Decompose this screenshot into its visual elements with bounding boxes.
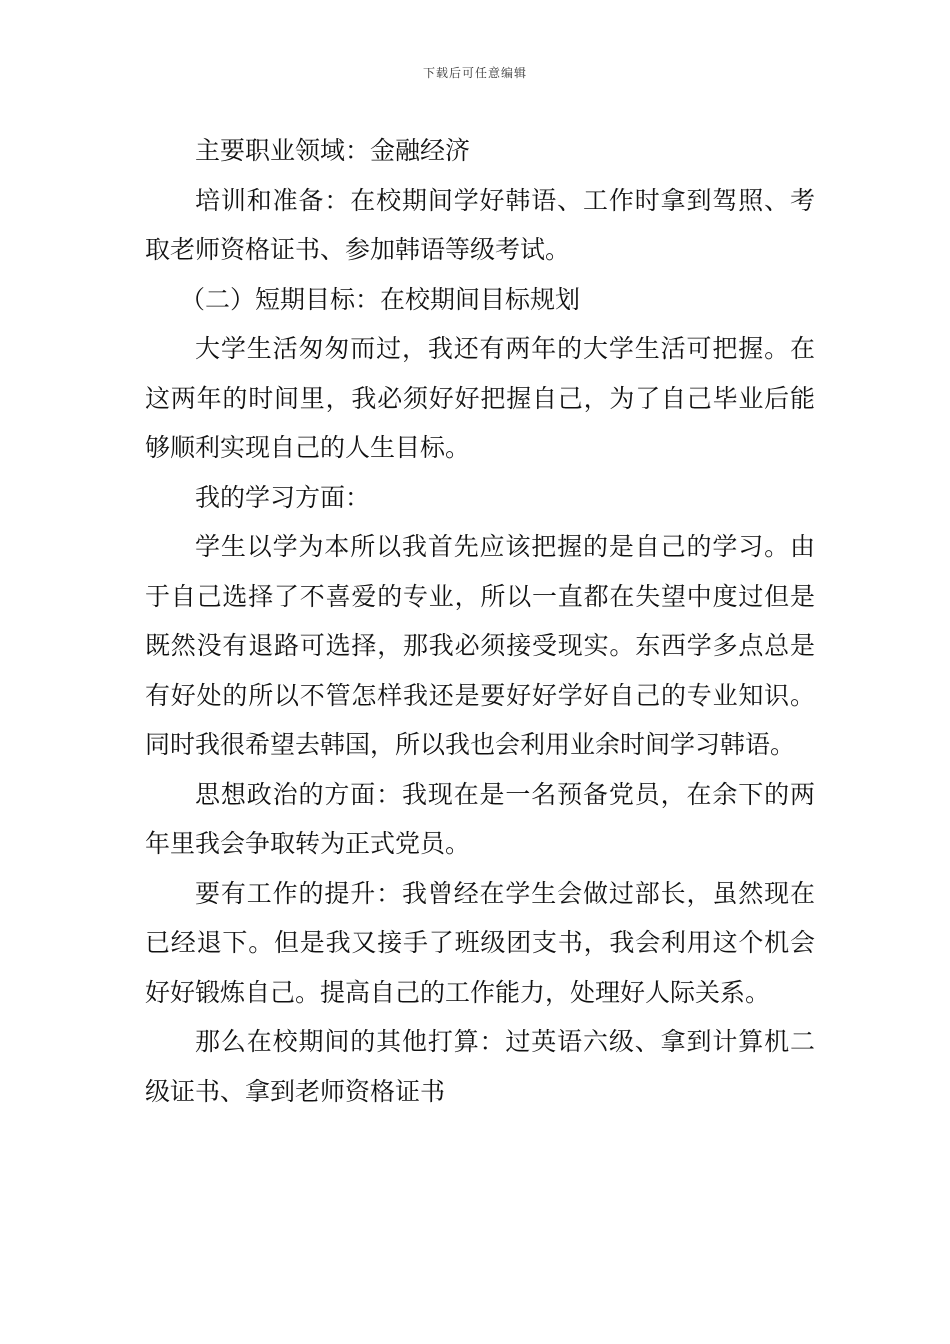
- document-body: [145, 126, 815, 1116]
- paragraph-college-life: 大学生活匆匆而过，我还有两年的大学生活可把握。在这两年的时间里，我必须好好把握自己，为了自己毕业后能够顺利实现自己的人生目标。: [145, 334, 815, 462]
- paragraph-study: 学生以学为本所以我首先应该把握的是自己的学习。由于自己选择了不喜爱的专业，所以一直都在失望中度过但是既然没有退路可选择，那我必须接受现实。东西学多点总是有好处的所以不管怎样我还是要好好学好自己的专业知识。同时我很希望去韩国，所以我也会利用业余时间学习韩语。: [145, 532, 815, 759]
- paragraph-career-field: 主要职业领域：金融经济: [195, 136, 471, 165]
- page-header: 下载后可任意编辑: [422, 66, 527, 80]
- paragraph-training: 培训和准备：在校期间学好韩语、工作时拿到驾照、考取老师资格证书、参加韩语等级考试。: [145, 185, 815, 264]
- paragraph-political: 思想政治的方面：我现在是一名预备党员，在余下的两年里我会争取转为正式党员。: [145, 779, 815, 858]
- paragraph-work: 要有工作的提升：我曾经在学生会做过部长，虽然现在已经退下。但是我又接手了班级团支书，我会利用这个机会好好锻炼自己。提高自己的工作能力，处理好人际关系。: [145, 878, 815, 1007]
- paragraph-study-heading: 我的学习方面：: [195, 482, 371, 512]
- section-heading-short-term: （二）短期目标：在校期间目标规划: [180, 284, 581, 314]
- paragraph-other-plans: 那么在校期间的其他打算：过英语六级、拿到计算机二级证书、拿到老师资格证书: [145, 1027, 815, 1106]
